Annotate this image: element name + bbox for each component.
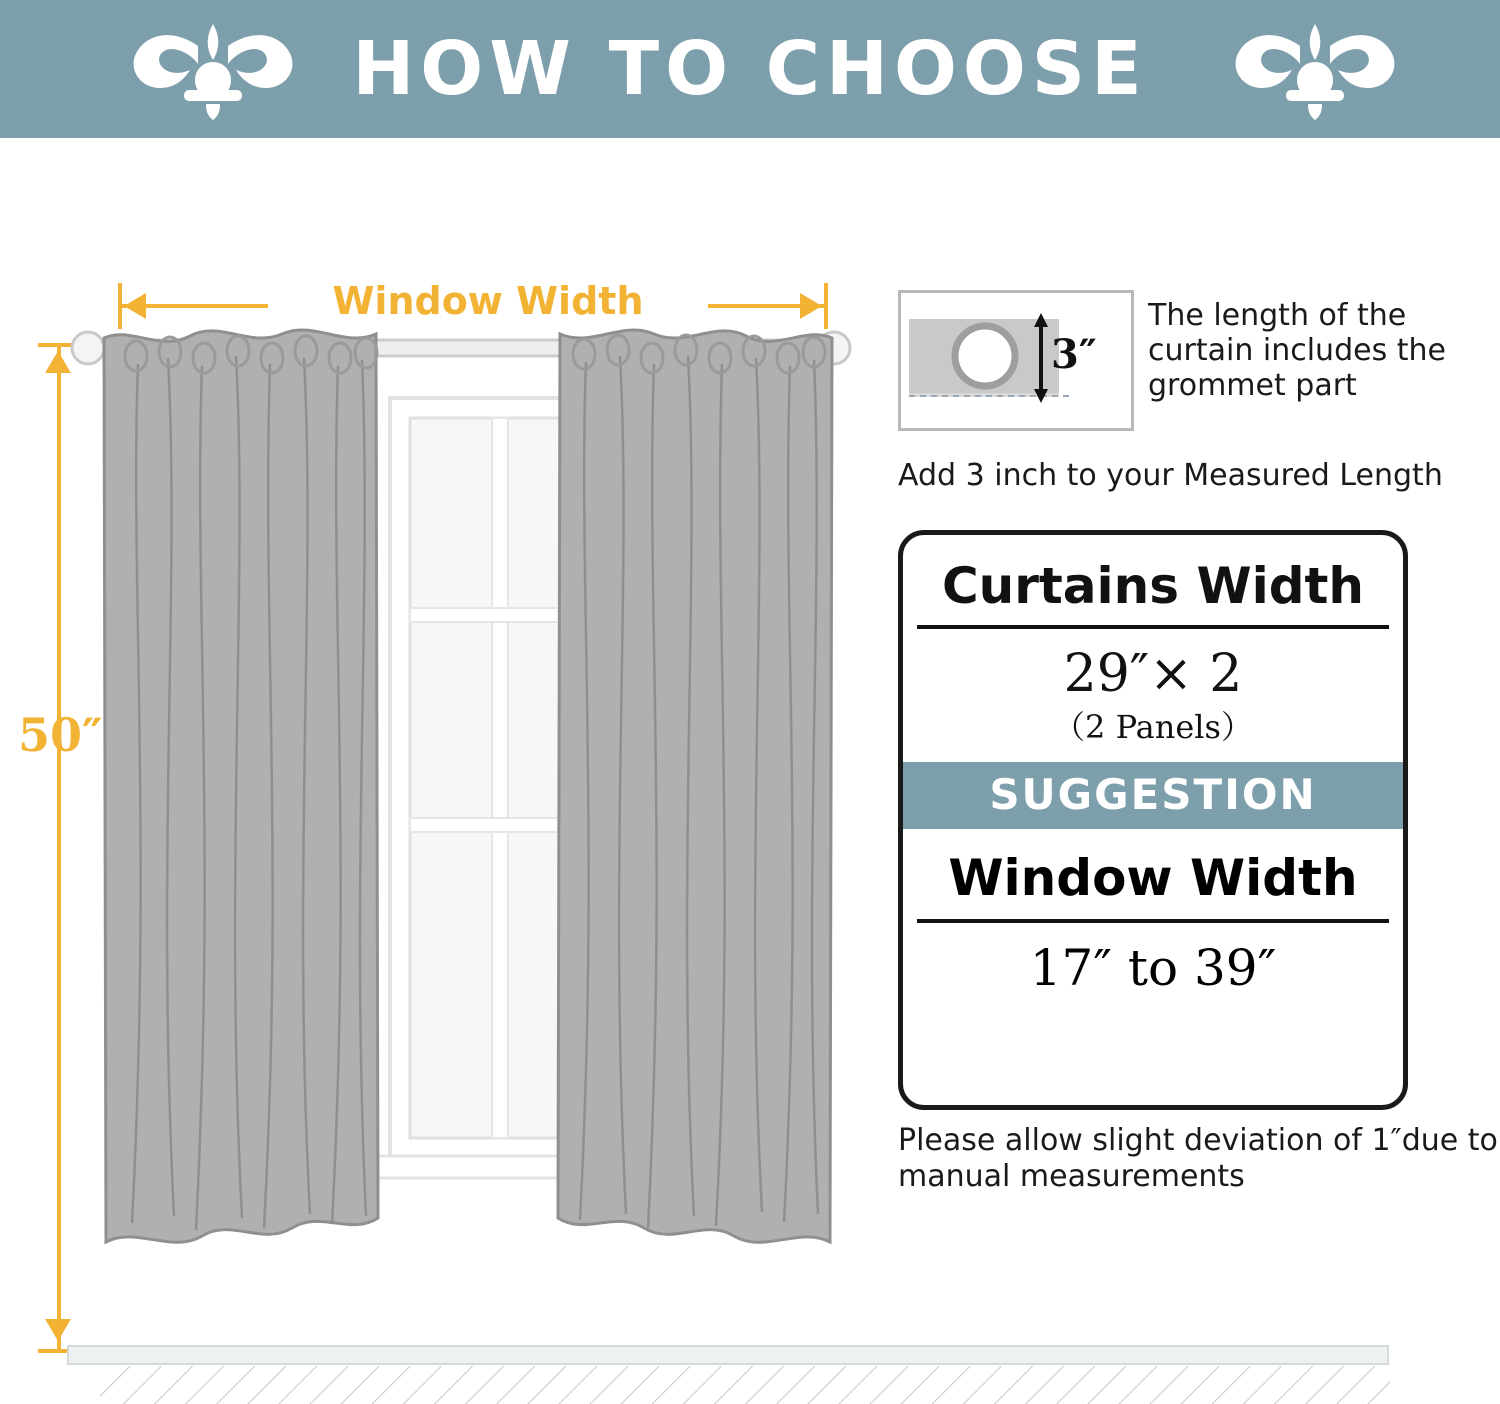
suggestion-band: SUGGESTION bbox=[903, 762, 1403, 829]
grommet-note-text: The length of the curtain includes the grommet part bbox=[1148, 298, 1446, 404]
header-banner bbox=[0, 0, 1500, 138]
curtain-panel-left bbox=[104, 330, 378, 1242]
window-width-label: Window Width bbox=[268, 279, 708, 323]
spec-panels-note: （2 Panels） bbox=[1053, 707, 1253, 746]
spec-curtains-width-title: Curtains Width bbox=[941, 557, 1365, 615]
floor-strip bbox=[0, 1340, 1500, 1404]
window-and-curtains-illustration bbox=[60, 318, 880, 1278]
fleur-de-lis-icon bbox=[128, 16, 298, 121]
spec-curtains-width-value: 29″× 2 bbox=[1063, 644, 1243, 704]
curtain-height-label: 50″ bbox=[18, 708, 103, 762]
grommet-add-note: Add 3 inch to your Measured Length bbox=[898, 458, 1443, 493]
spec-card bbox=[898, 530, 1408, 1110]
fleur-de-lis-icon bbox=[1230, 16, 1400, 121]
deviation-note: Please allow slight deviation of 1″due to manual measurements bbox=[898, 1123, 1498, 1194]
arrow-left-icon bbox=[124, 293, 146, 319]
arrow-right-icon bbox=[800, 293, 822, 319]
grommet-detail-box bbox=[898, 290, 1134, 431]
spec-window-width-title: Window Width bbox=[948, 848, 1358, 907]
curtain-diagram bbox=[0, 138, 880, 1288]
curtain-panel-right bbox=[558, 330, 832, 1242]
spec-window-width-range: 17″ to 39″ bbox=[1029, 938, 1277, 997]
arrow-down-icon bbox=[45, 1319, 71, 1341]
grommet-size-label: 3″ bbox=[1051, 331, 1097, 378]
info-column bbox=[890, 138, 1500, 1288]
page-title: HOW TO CHOOSE bbox=[352, 26, 1148, 112]
